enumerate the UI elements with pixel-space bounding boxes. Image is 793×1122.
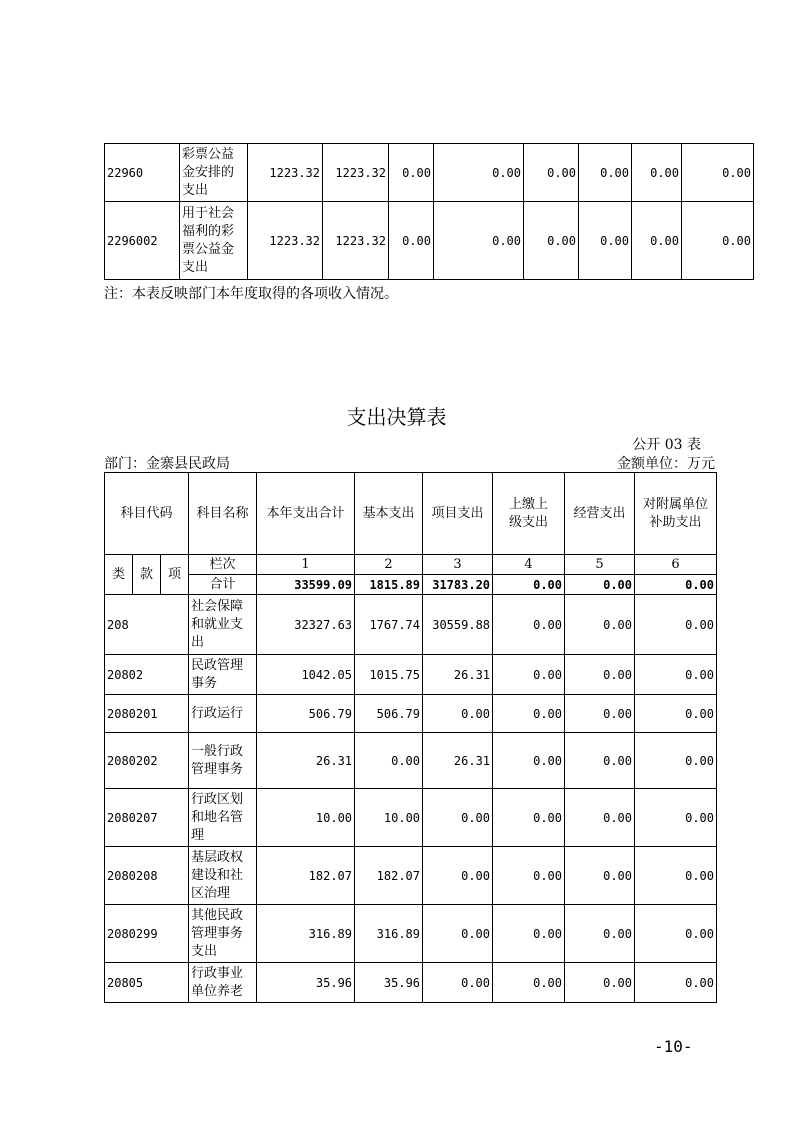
row-name: 行政运行: [189, 695, 257, 733]
row-value: 0.00: [565, 847, 635, 905]
row-value: 35.96: [257, 963, 355, 1003]
row-value: 1223.32: [323, 144, 389, 202]
row-code: 2296002: [105, 202, 180, 280]
row-code: 208: [105, 595, 189, 655]
table-row: [105, 595, 717, 655]
col-header-basic: 基本支出: [355, 473, 423, 555]
row-value: 10.00: [355, 789, 423, 847]
row-code: 2080299: [105, 905, 189, 963]
row-value: 0.00: [565, 733, 635, 789]
row-value: 0.00: [682, 144, 754, 202]
row-value: 1767.74: [355, 595, 423, 655]
row-name: 其他民政管理事务支出: [189, 905, 257, 963]
table-row: [105, 905, 717, 963]
row-name: 社会保障和就业支出: [189, 595, 257, 655]
total-value: 0.00: [635, 575, 717, 595]
row-value: 0.00: [493, 695, 565, 733]
col-header-business: 经营支出: [565, 473, 635, 555]
row-value: 0.00: [682, 202, 754, 280]
row-value: 1223.32: [248, 144, 323, 202]
col-number: 6: [635, 555, 717, 575]
table-id: 公开 03 表: [632, 437, 701, 453]
row-value: 10.00: [257, 789, 355, 847]
table-row: [105, 733, 717, 789]
total-value: 0.00: [565, 575, 635, 595]
row-value: 1015.75: [355, 655, 423, 695]
row-value: 1042.05: [257, 655, 355, 695]
row-name: 用于社会福利的彩票公益金支出: [180, 202, 248, 280]
row-value: 0.00: [423, 789, 493, 847]
row-value: 0.00: [635, 789, 717, 847]
row-value: 0.00: [389, 202, 434, 280]
top-income-table: [104, 143, 754, 280]
row-name: 行政事业单位养老: [189, 963, 257, 1003]
department-label: 部门：金寨县民政局: [104, 456, 230, 472]
table-row: [105, 695, 717, 733]
row-value: 182.07: [257, 847, 355, 905]
row-name: 彩票公益金安排的支出: [180, 144, 248, 202]
row-value: 0.00: [635, 905, 717, 963]
row-value: 0.00: [632, 202, 682, 280]
row-value: 0.00: [423, 905, 493, 963]
row-value: 0.00: [635, 655, 717, 695]
row-value: 0.00: [493, 963, 565, 1003]
row-value: 0.00: [635, 733, 717, 789]
table-row: [105, 655, 717, 695]
col-number: 1: [257, 555, 355, 575]
row-value: 0.00: [389, 144, 434, 202]
row-value: 316.89: [355, 905, 423, 963]
row-value: 0.00: [565, 695, 635, 733]
col-header-upper: 上缴上级支出: [493, 473, 565, 555]
table-row: [105, 789, 717, 847]
row-value: 0.00: [524, 202, 579, 280]
row-code: 20805: [105, 963, 189, 1003]
row-value: 0.00: [493, 733, 565, 789]
row-value: 0.00: [635, 847, 717, 905]
row-value: 0.00: [579, 202, 632, 280]
row-value: 0.00: [493, 595, 565, 655]
row-value: 0.00: [565, 655, 635, 695]
table-row: [105, 202, 754, 280]
row-value: 0.00: [493, 905, 565, 963]
row-value: 1223.32: [248, 202, 323, 280]
col-header-subsidy: 对附属单位补助支出: [635, 473, 717, 555]
row-value: 30559.88: [423, 595, 493, 655]
row-value: 32327.63: [257, 595, 355, 655]
page-number: -10-: [654, 1037, 693, 1056]
col-number: 3: [423, 555, 493, 575]
row-value: 316.89: [257, 905, 355, 963]
row-value: 0.00: [565, 905, 635, 963]
row-value: 0.00: [423, 847, 493, 905]
row-name: 行政区划和地名管理: [189, 789, 257, 847]
row-value: 0.00: [635, 695, 717, 733]
row-code: 2080207: [105, 789, 189, 847]
col-number: 2: [355, 555, 423, 575]
total-value: 31783.20: [423, 575, 493, 595]
row-value: 35.96: [355, 963, 423, 1003]
header-kuan: 款: [133, 555, 161, 595]
row-value: 506.79: [257, 695, 355, 733]
header-xiang: 项: [161, 555, 189, 595]
row-value: 182.07: [355, 847, 423, 905]
row-name: 民政管理事务: [189, 655, 257, 695]
row-value: 0.00: [565, 963, 635, 1003]
row-value: 0.00: [632, 144, 682, 202]
row-value: 26.31: [257, 733, 355, 789]
row-value: 0.00: [493, 789, 565, 847]
expenditure-table: [104, 472, 717, 1003]
row-value: 0.00: [434, 202, 524, 280]
row-value: 0.00: [524, 144, 579, 202]
total-value: 1815.89: [355, 575, 423, 595]
row-value: 0.00: [565, 789, 635, 847]
row-name: 基层政权建设和社区治理: [189, 847, 257, 905]
col-header-name: 科目名称: [189, 473, 257, 555]
col-header-project: 项目支出: [423, 473, 493, 555]
row-code: 20802: [105, 655, 189, 695]
row-value: 0.00: [565, 595, 635, 655]
table-row: [105, 847, 717, 905]
row-code: 2080208: [105, 847, 189, 905]
row-value: 0.00: [579, 144, 632, 202]
unit-label: 金额单位：万元: [617, 456, 715, 472]
header-lei: 类: [105, 555, 133, 595]
row-value: 26.31: [423, 655, 493, 695]
col-header-total: 本年支出合计: [257, 473, 355, 555]
row-value: 0.00: [493, 847, 565, 905]
total-row-label: 合计: [189, 575, 257, 595]
row-code: 22960: [105, 144, 180, 202]
income-note: 注：本表反映部门本年度取得的各项收入情况。: [104, 286, 398, 302]
page-title: 支出决算表: [346, 405, 447, 429]
row-code: 2080202: [105, 733, 189, 789]
table-row: [105, 144, 754, 202]
row-value: 0.00: [423, 695, 493, 733]
row-value: 506.79: [355, 695, 423, 733]
col-number: 5: [565, 555, 635, 575]
row-value: 0.00: [423, 963, 493, 1003]
row-value: 0.00: [493, 655, 565, 695]
row-value: 0.00: [434, 144, 524, 202]
table-row: [105, 963, 717, 1003]
total-value: 33599.09: [257, 575, 355, 595]
header-lanci: 栏次: [189, 555, 257, 575]
total-value: 0.00: [493, 575, 565, 595]
col-number: 4: [493, 555, 565, 575]
row-value: 26.31: [423, 733, 493, 789]
col-header-code: 科目代码: [105, 473, 189, 555]
row-value: 0.00: [355, 733, 423, 789]
row-value: 0.00: [635, 963, 717, 1003]
row-value: 1223.32: [323, 202, 389, 280]
row-code: 2080201: [105, 695, 189, 733]
row-value: 0.00: [635, 595, 717, 655]
row-name: 一般行政管理事务: [189, 733, 257, 789]
